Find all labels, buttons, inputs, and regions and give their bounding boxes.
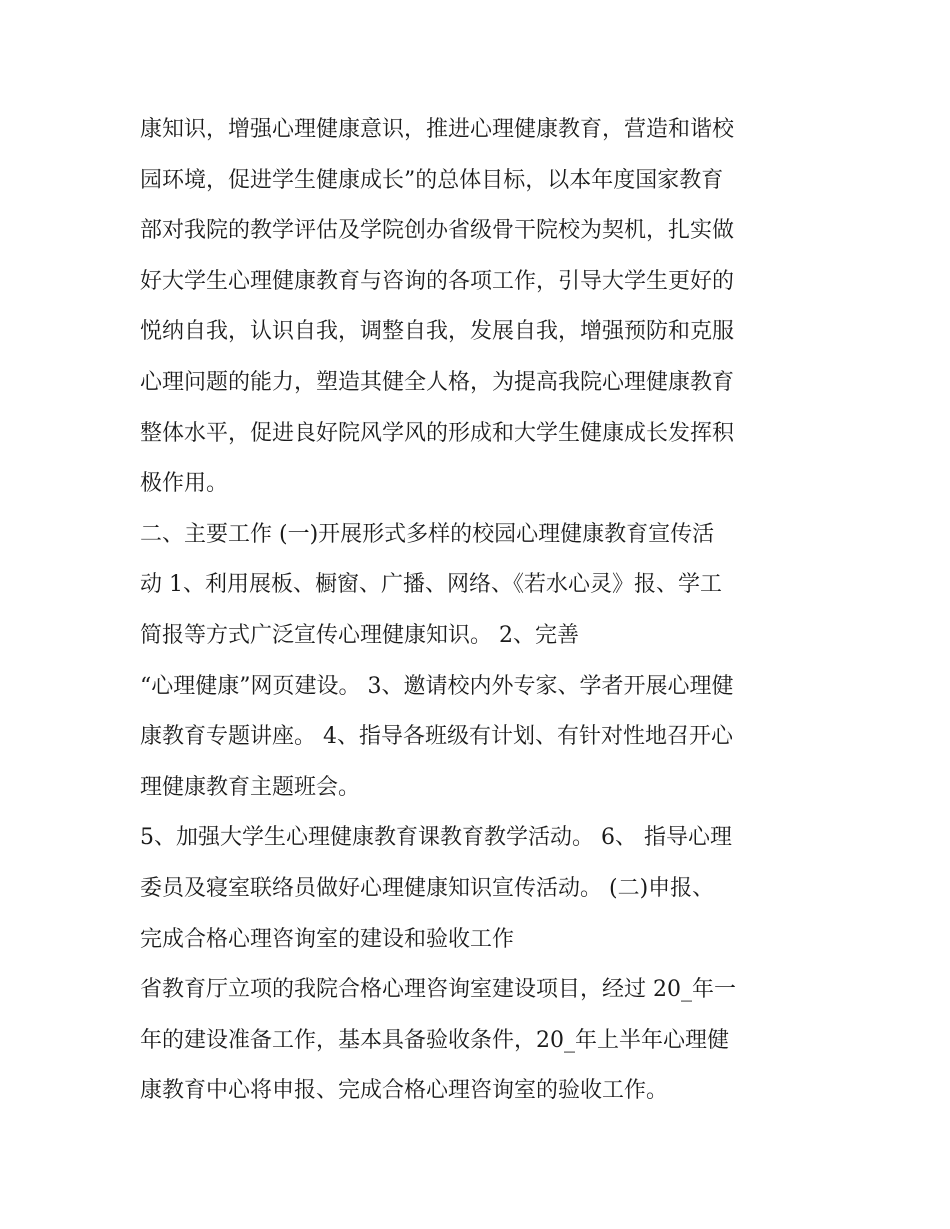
text-line-6: 心理问题的能力，塑造其健全人格，为提高我院心理健康教育 xyxy=(140,369,735,395)
text-line-17: 完成合格心理咨询室的建设和验收工作 xyxy=(140,926,515,952)
text-line-8: 极作用。 xyxy=(140,471,229,497)
text-line-11: 简报等方式广泛宣传心理健康知识。 2、完善 xyxy=(140,622,579,648)
text-line-2: 园环境，促进学生健康成长”的总体目标，以本年度国家教育 xyxy=(140,167,724,193)
text-line-18: 省教育厅立项的我院合格心理咨询室建设项目，经过 20_年一 xyxy=(140,977,736,1003)
text-line-5: 悦纳自我，认识自我，调整自我，发展自我，增强预防和克服 xyxy=(140,319,735,345)
text-line-19: 年的建设准备工作，基本具备验收条件，20_年上半年心理健 xyxy=(140,1027,729,1053)
text-line-1: 康知识，增强心理健康意识，推进心理健康教育，营造和谐校 xyxy=(140,117,735,142)
text-line-15: 5、加强大学生心理健康教育课教育教学活动。 6、 指导心理 xyxy=(140,825,732,851)
text-line-14: 理健康教育主题班会。 xyxy=(140,774,361,800)
text-line-10: 动 1、利用展板、橱窗、广播、网络、《若水心灵》报、学工 xyxy=(140,572,722,598)
text-line-12: “心理健康”网页建设。 3、邀请校内外专家、学者开展心理健 xyxy=(140,673,734,699)
text-line-3: 部对我院的教学评估及学院创办省级骨干院校为契机，扎实做 xyxy=(140,218,735,244)
text-line-4: 好大学生心理健康教育与咨询的各项工作，引导大学生更好的 xyxy=(140,268,735,294)
text-line-20: 康教育中心将申报、完成合格心理咨询室的验收工作。 xyxy=(140,1078,669,1104)
section-heading-main-work: 二、主要工作 (一)开展形式多样的校园心理健康教育宣传活 xyxy=(140,521,715,547)
text-line-16: 委员及寝室联络员做好心理健康知识宣传活动。 (二)申报、 xyxy=(140,875,715,901)
body-text xyxy=(140,105,820,1117)
text-line-13: 康教育专题讲座。 4、指导各班级有计划、有针对性地召开心 xyxy=(140,724,733,750)
text-line-7: 整体水平，促进良好院风学风的形成和大学生健康成长发挥积 xyxy=(140,420,735,446)
